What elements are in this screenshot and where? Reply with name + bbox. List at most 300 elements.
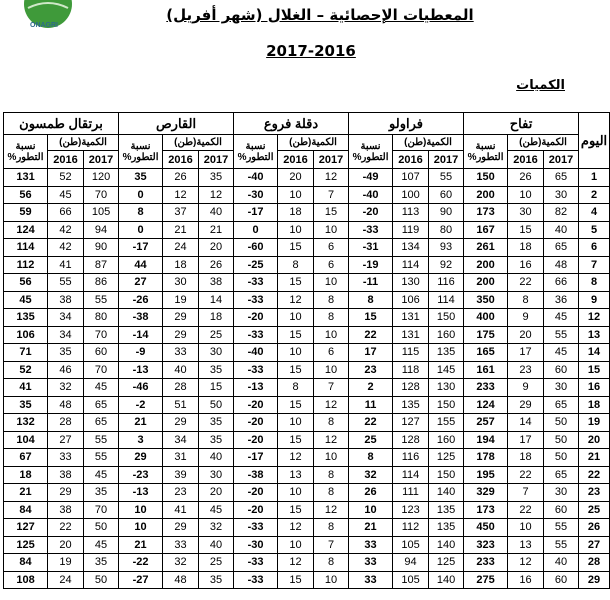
growth-rate-cell: 84 xyxy=(4,501,48,519)
qty-2016-cell: 116 xyxy=(393,449,429,467)
growth-rate-label: نسبة xyxy=(130,140,151,152)
qty-2017-cell: 12 xyxy=(314,501,349,519)
growth-rate-cell: 108 xyxy=(4,571,48,589)
growth-rate-cell: 20- xyxy=(234,431,278,449)
qty-2016-cell: 55 xyxy=(48,274,84,292)
growth-rate-cell: 15 xyxy=(349,309,393,327)
growth-rate-cell: 21 xyxy=(349,519,393,537)
growth-rate-cell: 40- xyxy=(234,344,278,362)
qty-2017-cell: 66 xyxy=(544,274,579,292)
qty-2016-cell: 8 xyxy=(278,379,314,397)
qty-2017-cell: 8 xyxy=(314,309,349,327)
qty-2016-cell: 32 xyxy=(48,379,84,397)
qty-2016-cell: 42 xyxy=(48,239,84,257)
qty-2016-cell: 42 xyxy=(48,221,84,239)
qty-2016-cell: 33 xyxy=(163,344,199,362)
growth-rate-label: التطور% xyxy=(352,151,389,163)
table-row xyxy=(4,204,610,222)
day-cell: 27 xyxy=(579,536,610,554)
growth-rate-cell: 124 xyxy=(464,396,508,414)
qty-2016-cell: 10 xyxy=(278,309,314,327)
section-heading: الكميات xyxy=(516,78,565,93)
qty-2017-cell: 50 xyxy=(84,519,119,537)
qty-2016-cell: 18 xyxy=(508,449,544,467)
qty-2017-cell: 48 xyxy=(544,256,579,274)
growth-rate-cell: 60- xyxy=(234,239,278,257)
growth-rate-label: نسبة xyxy=(245,140,266,152)
growth-rate-cell: 200 xyxy=(464,256,508,274)
qty-2016-cell: 114 xyxy=(393,466,429,484)
qty-2017-cell: 60 xyxy=(84,344,119,362)
qty-2017-cell: 50 xyxy=(544,414,579,432)
qty-2017-cell: 93 xyxy=(429,239,464,257)
growth-rate-cell: 125 xyxy=(4,536,48,554)
qty-2016-cell: 123 xyxy=(393,501,429,519)
growth-rate-cell: 173 xyxy=(464,204,508,222)
qty-2017-cell: 30 xyxy=(544,379,579,397)
qty-2016-cell: 29 xyxy=(508,396,544,414)
qty-2017-cell: 82 xyxy=(544,204,579,222)
quantity-header: الكمية(طن) xyxy=(508,135,579,151)
qty-2016-cell: 22 xyxy=(508,466,544,484)
table-row xyxy=(4,379,610,397)
growth-rate-cell: 132 xyxy=(4,414,48,432)
qty-2016-cell: 9 xyxy=(508,379,544,397)
quantity-header: الكمية(طن) xyxy=(393,135,464,151)
qty-2017-cell: 45 xyxy=(84,536,119,554)
growth-rate-label: التطور% xyxy=(237,151,274,163)
day-cell: 21 xyxy=(579,449,610,467)
qty-2017-cell: 40 xyxy=(199,536,234,554)
qty-2017-cell: 35 xyxy=(199,361,234,379)
growth-rate-cell: 17 xyxy=(349,344,393,362)
growth-rate-cell: 13- xyxy=(119,484,163,502)
product-header: القارص xyxy=(119,113,234,135)
growth-rate-cell: 11 xyxy=(349,396,393,414)
qty-2016-cell: 128 xyxy=(393,379,429,397)
qty-2017-cell: 40 xyxy=(199,449,234,467)
growth-rate-cell: 33 xyxy=(349,571,393,589)
qty-2016-cell: 34 xyxy=(48,326,84,344)
growth-rate-cell: 275 xyxy=(464,571,508,589)
growth-rate-cell: 20- xyxy=(234,414,278,432)
growth-rate-cell: 9- xyxy=(119,344,163,362)
growth-rate-cell: 167 xyxy=(464,221,508,239)
growth-rate-cell: 233 xyxy=(464,554,508,572)
growth-rate-cell: 323 xyxy=(464,536,508,554)
growth-rate-cell: 114 xyxy=(4,239,48,257)
growth-rate-cell: 71 xyxy=(4,344,48,362)
growth-rate-cell: 131 xyxy=(4,169,48,187)
qty-2017-cell: 45 xyxy=(84,379,119,397)
growth-rate-cell: 31- xyxy=(349,239,393,257)
qty-2017-cell: 10 xyxy=(314,326,349,344)
qty-2017-cell: 35 xyxy=(199,169,234,187)
product-header: دقلة فروع xyxy=(234,113,349,135)
growth-rate-cell: 17- xyxy=(234,449,278,467)
qty-2017-cell: 45 xyxy=(84,466,119,484)
growth-rate-cell: 257 xyxy=(464,414,508,432)
qty-2016-cell: 14 xyxy=(508,414,544,432)
table-row xyxy=(4,291,610,309)
qty-2016-cell: 23 xyxy=(163,484,199,502)
qty-2016-cell: 52 xyxy=(48,169,84,187)
qty-2017-cell: 30 xyxy=(544,186,579,204)
growth-rate-cell: 195 xyxy=(464,466,508,484)
qty-2017-cell: 8 xyxy=(314,519,349,537)
qty-2016-cell: 29 xyxy=(163,519,199,537)
growth-rate-cell: 0 xyxy=(119,221,163,239)
qty-2017-cell: 65 xyxy=(84,396,119,414)
qty-2016-cell: 35 xyxy=(48,344,84,362)
qty-2016-cell: 33 xyxy=(48,449,84,467)
qty-2017-cell: 50 xyxy=(544,431,579,449)
qty-2016-cell: 38 xyxy=(48,501,84,519)
qty-2016-cell: 118 xyxy=(393,361,429,379)
qty-2017-cell: 15 xyxy=(199,379,234,397)
qty-2016-cell: 7 xyxy=(508,484,544,502)
day-cell: 19 xyxy=(579,414,610,432)
growth-rate-cell: 10 xyxy=(119,501,163,519)
qty-2016-cell: 28 xyxy=(48,414,84,432)
qty-2016-cell: 20 xyxy=(48,536,84,554)
qty-2016-cell: 51 xyxy=(163,396,199,414)
qty-2016-cell: 10 xyxy=(278,484,314,502)
qty-2017-cell: 25 xyxy=(199,554,234,572)
page-title: المعطيات الإحصائية – الغلال (شهر أفريل) xyxy=(166,6,474,24)
qty-2017-cell: 12 xyxy=(314,396,349,414)
qty-2017-cell: 55 xyxy=(84,291,119,309)
qty-2017-cell: 20 xyxy=(199,484,234,502)
qty-2017-cell: 114 xyxy=(429,291,464,309)
day-cell: 9 xyxy=(579,291,610,309)
growth-rate-cell: 127 xyxy=(4,519,48,537)
growth-rate-cell: 106 xyxy=(4,326,48,344)
qty-2017-cell: 150 xyxy=(429,309,464,327)
qty-2016-cell: 28 xyxy=(163,379,199,397)
growth-rate-cell: 3 xyxy=(119,431,163,449)
qty-2017-cell: 50 xyxy=(84,571,119,589)
qty-2017-cell: 45 xyxy=(544,309,579,327)
growth-rate-cell: 20- xyxy=(234,501,278,519)
qty-2016-cell: 34 xyxy=(163,431,199,449)
table-row xyxy=(4,449,610,467)
qty-2016-cell: 15 xyxy=(278,239,314,257)
day-cell: 22 xyxy=(579,466,610,484)
qty-2016-cell: 32 xyxy=(163,554,199,572)
growth-rate-cell: 56 xyxy=(4,186,48,204)
qty-2016-cell: 22 xyxy=(48,519,84,537)
table-row xyxy=(4,431,610,449)
qty-2017-cell: 70 xyxy=(84,501,119,519)
qty-2016-cell: 66 xyxy=(48,204,84,222)
qty-2017-cell: 10 xyxy=(314,361,349,379)
day-cell: 6 xyxy=(579,239,610,257)
qty-2016-cell: 29 xyxy=(163,326,199,344)
qty-2016-cell: 113 xyxy=(393,204,429,222)
qty-2016-cell: 130 xyxy=(393,274,429,292)
qty-2016-cell: 107 xyxy=(393,169,429,187)
qty-2016-cell: 100 xyxy=(393,186,429,204)
qty-2016-cell: 15 xyxy=(278,431,314,449)
year-2017-header: 2017 xyxy=(314,151,349,169)
qty-2016-cell: 15 xyxy=(278,274,314,292)
qty-2016-cell: 135 xyxy=(393,396,429,414)
qty-2016-cell: 17 xyxy=(508,431,544,449)
qty-2017-cell: 150 xyxy=(429,396,464,414)
growth-rate-cell: 49- xyxy=(349,169,393,187)
qty-2016-cell: 112 xyxy=(393,519,429,537)
qty-2017-cell: 25 xyxy=(199,326,234,344)
growth-rate-cell: 32 xyxy=(349,466,393,484)
qty-2017-cell: 15 xyxy=(314,204,349,222)
growth-rate-cell: 200 xyxy=(464,274,508,292)
qty-2017-cell: 116 xyxy=(429,274,464,292)
growth-rate-cell: 30- xyxy=(234,536,278,554)
qty-2016-cell: 22 xyxy=(508,501,544,519)
day-cell: 2 xyxy=(579,186,610,204)
qty-2016-cell: 134 xyxy=(393,239,429,257)
qty-2017-cell: 125 xyxy=(429,449,464,467)
qty-2016-cell: 10 xyxy=(508,186,544,204)
growth-rate-cell: 21 xyxy=(119,414,163,432)
qty-2016-cell: 114 xyxy=(393,256,429,274)
qty-2016-cell: 20 xyxy=(508,326,544,344)
growth-rate-cell: 19- xyxy=(349,256,393,274)
growth-rate-label: التطور% xyxy=(467,151,504,163)
growth-rate-cell: 29 xyxy=(119,449,163,467)
growth-rate-cell: 17- xyxy=(234,204,278,222)
table-row xyxy=(4,571,610,589)
qty-2017-cell: 8 xyxy=(314,554,349,572)
qty-2016-cell: 48 xyxy=(48,396,84,414)
qty-2016-cell: 27 xyxy=(48,431,84,449)
qty-2016-cell: 17 xyxy=(508,344,544,362)
qty-2017-cell: 55 xyxy=(544,536,579,554)
qty-2016-cell: 10 xyxy=(278,186,314,204)
growth-rate-cell: 23- xyxy=(119,466,163,484)
growth-rate-cell: 67 xyxy=(4,449,48,467)
table-row xyxy=(4,186,610,204)
qty-2017-cell: 55 xyxy=(84,431,119,449)
qty-2016-cell: 119 xyxy=(393,221,429,239)
growth-rate-cell: 112 xyxy=(4,256,48,274)
growth-rate-cell: 450 xyxy=(464,519,508,537)
day-cell: 14 xyxy=(579,344,610,362)
qty-2017-cell: 60 xyxy=(544,361,579,379)
growth-rate-cell: 35 xyxy=(119,169,163,187)
table-row xyxy=(4,309,610,327)
growth-rate-cell: 25 xyxy=(349,431,393,449)
qty-2016-cell: 105 xyxy=(393,536,429,554)
qty-2016-cell: 15 xyxy=(278,361,314,379)
table-row xyxy=(4,326,610,344)
qty-2016-cell: 21 xyxy=(163,221,199,239)
qty-2016-cell: 41 xyxy=(48,256,84,274)
qty-2017-cell: 10 xyxy=(314,274,349,292)
qty-2016-cell: 8 xyxy=(508,291,544,309)
qty-2016-cell: 12 xyxy=(163,186,199,204)
growth-rate-cell: 194 xyxy=(464,431,508,449)
growth-rate-cell: 261 xyxy=(464,239,508,257)
qty-2016-cell: 33 xyxy=(163,536,199,554)
table-row xyxy=(4,169,610,187)
qty-2017-cell: 6 xyxy=(314,239,349,257)
qty-2016-cell: 18 xyxy=(508,239,544,257)
year-2016-header: 2016 xyxy=(278,151,314,169)
qty-2017-cell: 7 xyxy=(314,536,349,554)
growth-rate-cell: 40- xyxy=(349,186,393,204)
growth-rate-cell: 150 xyxy=(464,169,508,187)
qty-2017-cell: 50 xyxy=(199,396,234,414)
qty-2017-cell: 135 xyxy=(429,501,464,519)
qty-2017-cell: 6 xyxy=(314,344,349,362)
qty-2017-cell: 65 xyxy=(544,239,579,257)
table-row xyxy=(4,501,610,519)
qty-2017-cell: 21 xyxy=(199,221,234,239)
qty-2016-cell: 115 xyxy=(393,344,429,362)
qty-2016-cell: 8 xyxy=(278,256,314,274)
qty-2017-cell: 55 xyxy=(429,169,464,187)
qty-2017-cell: 50 xyxy=(544,449,579,467)
qty-2016-cell: 39 xyxy=(163,466,199,484)
growth-rate-cell: 56 xyxy=(4,274,48,292)
qty-2016-cell: 131 xyxy=(393,309,429,327)
qty-2016-cell: 13 xyxy=(508,536,544,554)
qty-2016-cell: 38 xyxy=(48,291,84,309)
qty-2017-cell: 80 xyxy=(429,221,464,239)
qty-2016-cell: 111 xyxy=(393,484,429,502)
growth-rate-cell: 14- xyxy=(119,326,163,344)
day-cell: 20 xyxy=(579,431,610,449)
qty-2017-cell: 6 xyxy=(314,256,349,274)
growth-rate-cell: 41 xyxy=(4,379,48,397)
day-cell: 1 xyxy=(579,169,610,187)
growth-rate-cell: 175 xyxy=(464,326,508,344)
qty-2017-cell: 145 xyxy=(429,361,464,379)
growth-rate-header xyxy=(349,135,393,169)
growth-rate-cell: 38- xyxy=(234,466,278,484)
growth-rate-cell: 8 xyxy=(349,449,393,467)
qty-2017-cell: 8 xyxy=(314,484,349,502)
growth-rate-cell: 8 xyxy=(349,291,393,309)
growth-rate-cell: 30- xyxy=(234,186,278,204)
qty-2017-cell: 30 xyxy=(199,466,234,484)
quantity-header: الكمية(طن) xyxy=(278,135,349,151)
growth-rate-cell: 173 xyxy=(464,501,508,519)
growth-rate-cell: 33- xyxy=(349,221,393,239)
growth-rate-cell: 21 xyxy=(4,484,48,502)
day-cell: 12 xyxy=(579,309,610,327)
day-cell: 29 xyxy=(579,571,610,589)
day-cell: 16 xyxy=(579,379,610,397)
qty-2016-cell: 29 xyxy=(163,414,199,432)
growth-rate-cell: 59 xyxy=(4,204,48,222)
growth-rate-cell: 20- xyxy=(234,484,278,502)
qty-2016-cell: 12 xyxy=(278,449,314,467)
growth-rate-cell: 23 xyxy=(349,361,393,379)
qty-2017-cell: 35 xyxy=(84,484,119,502)
qty-2016-cell: 94 xyxy=(393,554,429,572)
qty-2016-cell: 16 xyxy=(508,256,544,274)
qty-2017-cell: 35 xyxy=(199,414,234,432)
qty-2017-cell: 65 xyxy=(544,396,579,414)
qty-2016-cell: 23 xyxy=(508,361,544,379)
qty-2017-cell: 20 xyxy=(199,239,234,257)
growth-rate-cell: 350 xyxy=(464,291,508,309)
qty-2017-cell: 55 xyxy=(84,449,119,467)
product-header: برتقال طمسون xyxy=(4,113,119,135)
qty-2017-cell: 7 xyxy=(314,379,349,397)
year-2017-header: 2017 xyxy=(199,151,234,169)
year-2017-header: 2017 xyxy=(429,151,464,169)
qty-2016-cell: 105 xyxy=(393,571,429,589)
growth-rate-cell: 13- xyxy=(119,361,163,379)
qty-2016-cell: 29 xyxy=(163,309,199,327)
qty-2017-cell: 26 xyxy=(199,256,234,274)
qty-2016-cell: 34 xyxy=(48,309,84,327)
growth-rate-cell: 45 xyxy=(4,291,48,309)
qty-2017-cell: 60 xyxy=(544,501,579,519)
qty-2016-cell: 9 xyxy=(508,309,544,327)
growth-rate-cell: 46- xyxy=(119,379,163,397)
qty-2017-cell: 12 xyxy=(314,431,349,449)
qty-2017-cell: 45 xyxy=(544,344,579,362)
qty-2017-cell: 55 xyxy=(544,326,579,344)
growth-rate-cell: 329 xyxy=(464,484,508,502)
qty-2016-cell: 13 xyxy=(278,466,314,484)
growth-rate-header xyxy=(4,135,48,169)
qty-2017-cell: 130 xyxy=(429,379,464,397)
growth-rate-cell: 26 xyxy=(349,484,393,502)
qty-2017-cell: 30 xyxy=(199,344,234,362)
growth-rate-cell: 52 xyxy=(4,361,48,379)
growth-rate-cell: 2- xyxy=(119,396,163,414)
qty-2016-cell: 31 xyxy=(163,449,199,467)
growth-rate-cell: 44 xyxy=(119,256,163,274)
qty-2016-cell: 24 xyxy=(163,239,199,257)
table-row xyxy=(4,466,610,484)
table-row xyxy=(4,221,610,239)
qty-2016-cell: 41 xyxy=(163,501,199,519)
qty-2016-cell: 46 xyxy=(48,361,84,379)
qty-2017-cell: 40 xyxy=(544,554,579,572)
table-row xyxy=(4,484,610,502)
qty-2017-cell: 80 xyxy=(84,309,119,327)
qty-2016-cell: 10 xyxy=(508,519,544,537)
qty-2016-cell: 15 xyxy=(278,501,314,519)
growth-rate-cell: 124 xyxy=(4,221,48,239)
year-2016-header: 2016 xyxy=(508,151,544,169)
growth-rate-label: نسبة xyxy=(360,140,381,152)
growth-rate-cell: 21 xyxy=(119,536,163,554)
growth-rate-cell: 35 xyxy=(4,396,48,414)
qty-2016-cell: 48 xyxy=(163,571,199,589)
qty-2016-cell: 12 xyxy=(278,519,314,537)
qty-2017-cell: 86 xyxy=(84,274,119,292)
qty-2017-cell: 8 xyxy=(314,414,349,432)
qty-2016-cell: 19 xyxy=(163,291,199,309)
table-row xyxy=(4,256,610,274)
table-row xyxy=(4,396,610,414)
table-row xyxy=(4,554,610,572)
growth-rate-cell: 22 xyxy=(349,326,393,344)
qty-2017-cell: 10 xyxy=(314,571,349,589)
growth-rate-cell: 161 xyxy=(464,361,508,379)
day-cell: 15 xyxy=(579,361,610,379)
product-header: تفاح xyxy=(464,113,579,135)
qty-2017-cell: 70 xyxy=(84,361,119,379)
